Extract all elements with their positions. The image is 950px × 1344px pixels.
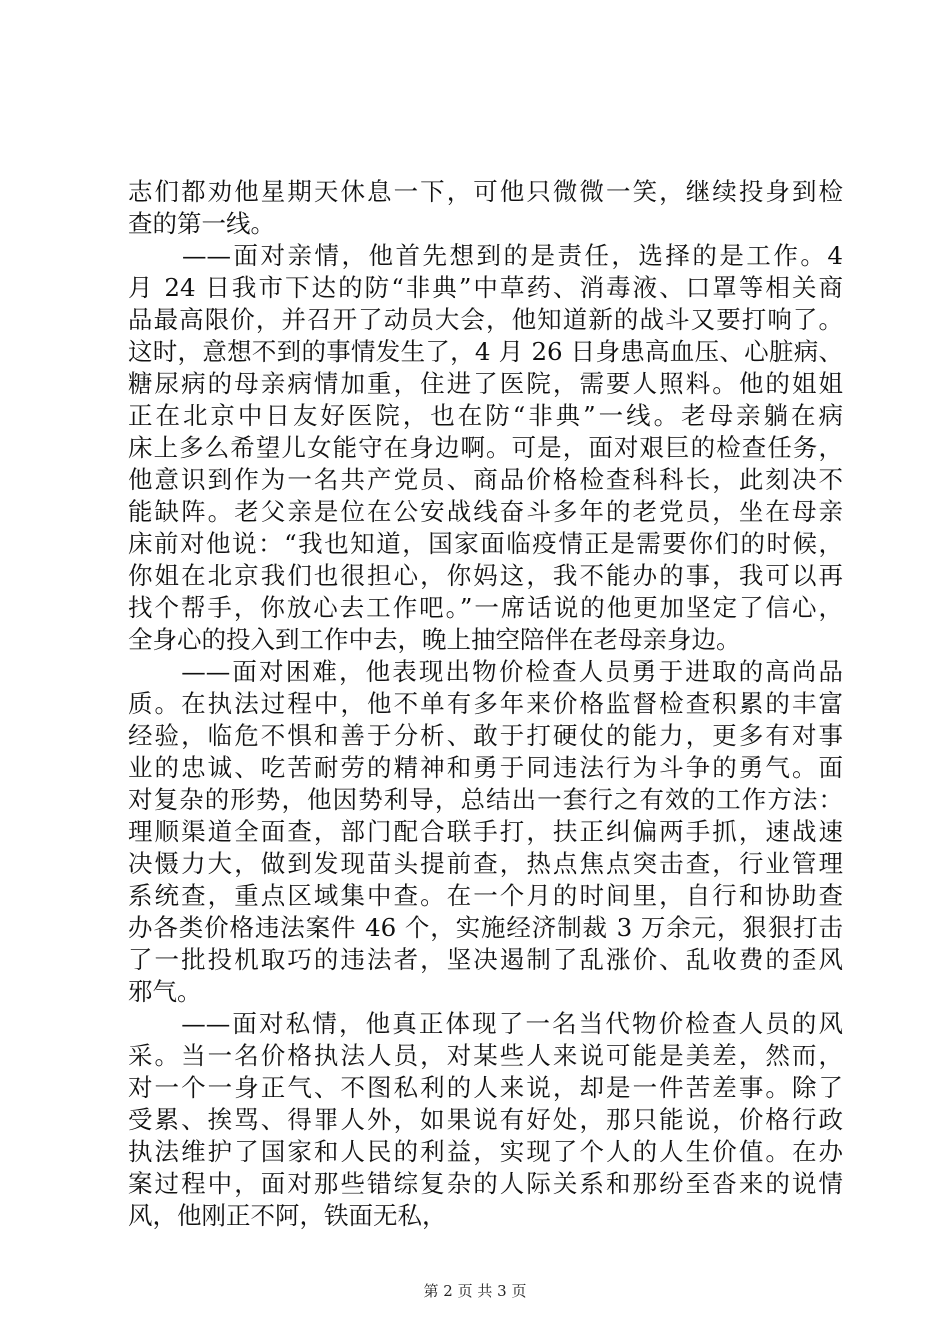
- text-line: 你姐在北京我们也很担心，你妈这，我不能办的事，我可以再: [128, 561, 843, 590]
- text-line: 业的忠诚、吃苦耐劳的精神和勇于同违法行为斗争的勇气。面: [128, 753, 843, 782]
- text-line: 找个帮手，你放心去工作吧。”一席话说的他更加坚定了信心，: [128, 593, 843, 622]
- text-line: 正在北京中日友好医院，也在防“非典”一线。老母亲躺在病: [128, 401, 843, 430]
- text-line: 全身心的投入到工作中去，晚上抽空陪伴在老母亲身边。: [128, 625, 741, 654]
- text-line: 品最高限价，并召开了动员大会，他知道新的战斗又要打响了。: [128, 305, 843, 334]
- text-line: 系统查，重点区域集中查。在一个月的时间里，自行和协助查: [128, 881, 843, 910]
- text-line: 他意识到作为一名共产党员、商品价格检查科科长，此刻决不: [128, 465, 843, 494]
- text-line: 案过程中，面对那些错综复杂的人际关系和那纷至沓来的说情: [128, 1169, 843, 1198]
- text-line: 风，他刚正不阿，铁面无私，: [128, 1201, 447, 1230]
- text-line: 受累、挨骂、得罪人外，如果说有好处，那只能说，价格行政: [128, 1105, 843, 1134]
- text-line: 志们都劝他星期天休息一下，可他只微微一笑，继续投身到检: [128, 177, 843, 206]
- text-line: 能缺阵。老父亲是位在公安战线奋斗多年的老党员，坐在母亲: [128, 497, 843, 526]
- text-line: 理顺渠道全面查，部门配合联手打，扶正纠偏两手抓，速战速: [128, 817, 843, 846]
- text-line: 办各类价格违法案件 46 个，实施经济制裁 3 万余元，狠狠打击: [128, 913, 843, 942]
- text-line: 了一批投机取巧的违法者，坚决遏制了乱涨价、乱收费的歪风: [128, 945, 843, 974]
- document-body: [128, 176, 843, 1232]
- text-line: 床前对他说：“我也知道，国家面临疫情正是需要你们的时候，: [128, 529, 843, 558]
- text-line: ——面对亲情，他首先想到的是责任，选择的是工作。4: [128, 241, 843, 270]
- page-footer: 第 2 页 共 3 页: [423, 1282, 527, 1300]
- text-line: ——面对私情，他真正体现了一名当代物价检查人员的风: [128, 1009, 843, 1038]
- text-line: 采。当一名价格执法人员，对某些人来说可能是美差，然而，: [128, 1041, 843, 1070]
- text-line: 决慑力大，做到发现苗头提前查，热点焦点突击查，行业管理: [128, 849, 843, 878]
- text-line: 邪气。: [128, 977, 202, 1006]
- text-line: 糖尿病的母亲病情加重，住进了医院，需要人照料。他的姐姐: [128, 369, 843, 398]
- text-line: 查的第一线。: [128, 209, 275, 238]
- text-line: 对复杂的形势，他因势利导，总结出一套行之有效的工作方法：: [128, 785, 843, 814]
- text-line: 对一个一身正气、不图私利的人来说，却是一件苦差事。除了: [128, 1073, 843, 1102]
- text-line: 质。在执法过程中，他不单有多年来价格监督检查积累的丰富: [128, 689, 843, 718]
- text-line: ——面对困难，他表现出物价检查人员勇于进取的高尚品: [128, 657, 843, 686]
- text-line: 床上多么希望儿女能守在身边啊。可是，面对艰巨的检查任务，: [128, 433, 843, 462]
- text-line: 执法维护了国家和人民的利益，实现了个人的人生价值。在办: [128, 1137, 843, 1166]
- text-line: 经验，临危不惧和善于分析、敢于打硬仗的能力，更多有对事: [128, 721, 843, 750]
- text-line: 月 24 日我市下达的防“非典”中草药、消毒液、口罩等相关商: [128, 273, 843, 302]
- text-line: 这时，意想不到的事情发生了，4 月 26 日身患高血压、心脏病、: [128, 337, 843, 366]
